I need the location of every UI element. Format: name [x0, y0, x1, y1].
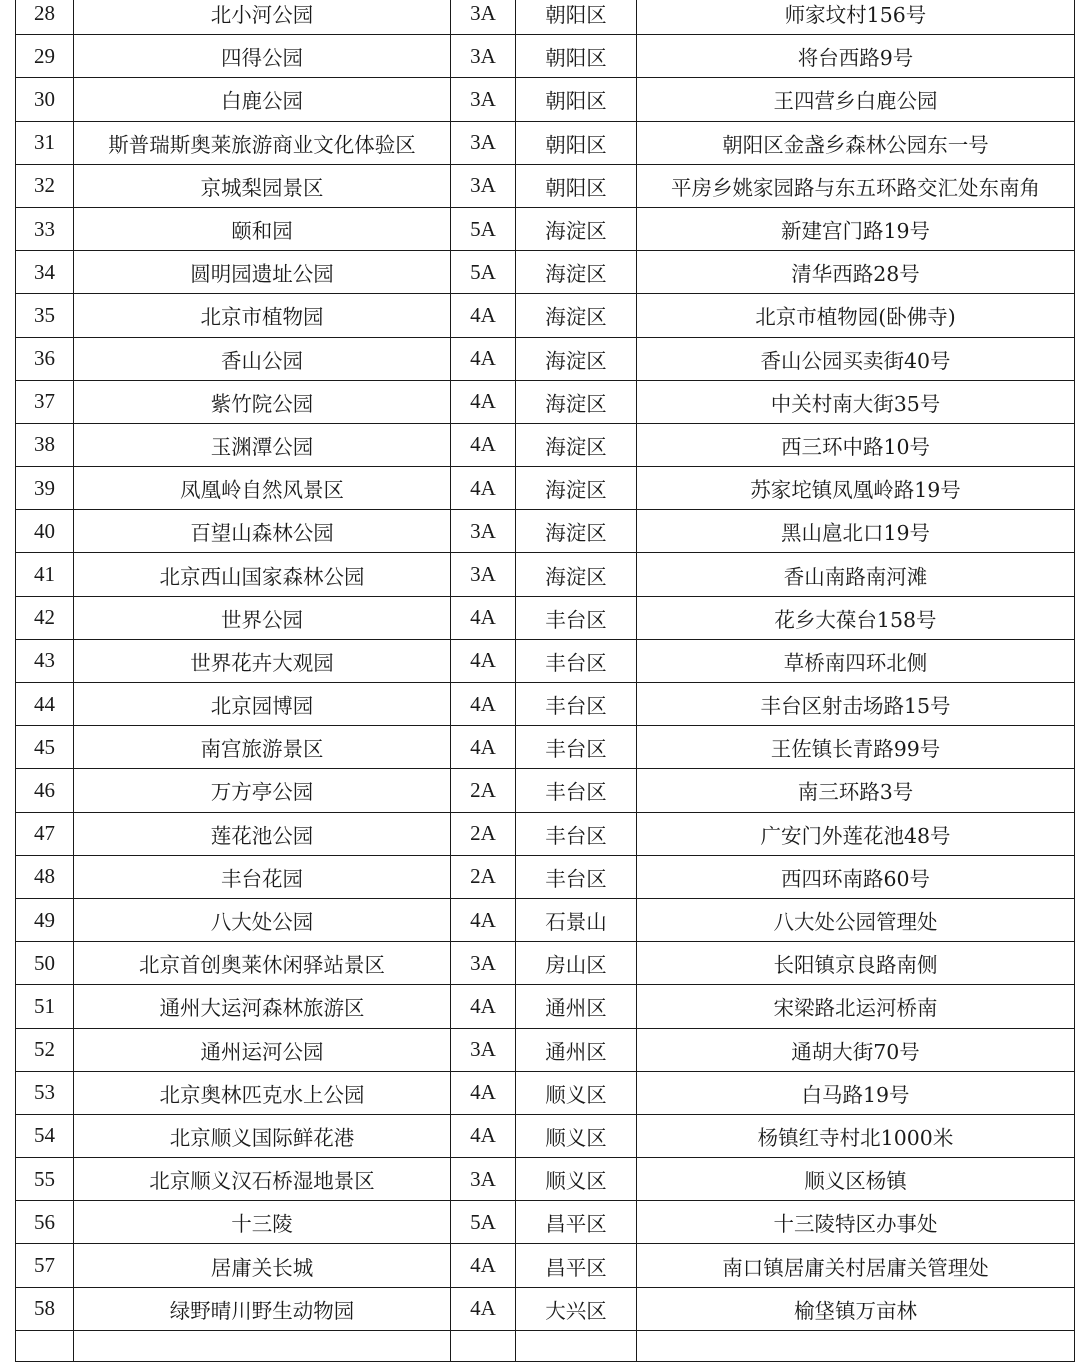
address-cell: 师家坟村156号 — [637, 0, 1075, 35]
table-row — [16, 78, 1075, 121]
table-row — [16, 855, 1075, 898]
district-cell: 丰台区 — [516, 683, 637, 726]
row-number-cell: 43 — [16, 639, 74, 682]
district-cell: 昌平区 — [516, 1201, 637, 1244]
district-cell: 通州区 — [516, 985, 637, 1028]
empty-cell — [451, 1330, 516, 1361]
table-row — [16, 683, 1075, 726]
scenic-spot-name-cell: 百望山森林公园 — [74, 510, 451, 553]
address-cell: 王四营乡白鹿公园 — [637, 78, 1075, 121]
address-cell: 苏家坨镇凤凰岭路19号 — [637, 467, 1075, 510]
rating-level-cell: 4A — [451, 423, 516, 466]
rating-level-cell: 4A — [451, 639, 516, 682]
row-number-cell: 39 — [16, 467, 74, 510]
rating-level-cell: 4A — [451, 467, 516, 510]
scenic-spot-name-cell: 北京市植物园 — [74, 294, 451, 337]
scenic-spot-name-cell: 玉渊潭公园 — [74, 423, 451, 466]
rating-level-cell: 4A — [451, 596, 516, 639]
address-cell: 长阳镇京良路南侧 — [637, 942, 1075, 985]
row-number-cell: 50 — [16, 942, 74, 985]
rating-level-cell: 4A — [451, 726, 516, 769]
scenic-spot-name-cell: 北京园博园 — [74, 683, 451, 726]
row-number-cell: 33 — [16, 207, 74, 250]
rating-level-cell: 3A — [451, 553, 516, 596]
address-cell: 香山南路南河滩 — [637, 553, 1075, 596]
row-number-cell: 36 — [16, 337, 74, 380]
district-cell: 朝阳区 — [516, 35, 637, 78]
table-row — [16, 0, 1075, 35]
rating-level-cell: 2A — [451, 812, 516, 855]
row-number-cell: 46 — [16, 769, 74, 812]
address-cell: 丰台区射击场路15号 — [637, 683, 1075, 726]
scenic-spot-name-cell: 北京西山国家森林公园 — [74, 553, 451, 596]
table-row — [16, 294, 1075, 337]
row-number-cell: 52 — [16, 1028, 74, 1071]
scenic-spot-name-cell: 莲花池公园 — [74, 812, 451, 855]
table-row — [16, 1244, 1075, 1287]
row-number-cell: 28 — [16, 0, 74, 35]
scenic-spot-name-cell: 凤凰岭自然风景区 — [74, 467, 451, 510]
empty-cell — [516, 1330, 637, 1361]
district-cell: 海淀区 — [516, 294, 637, 337]
row-number-cell: 53 — [16, 1071, 74, 1114]
row-number-cell: 47 — [16, 812, 74, 855]
scenic-spot-table — [15, 0, 1075, 1362]
address-cell: 王佐镇长青路99号 — [637, 726, 1075, 769]
row-number-cell: 48 — [16, 855, 74, 898]
district-cell: 昌平区 — [516, 1244, 637, 1287]
rating-level-cell: 3A — [451, 164, 516, 207]
row-number-cell: 54 — [16, 1114, 74, 1157]
address-cell: 清华西路28号 — [637, 251, 1075, 294]
address-cell: 黑山扈北口19号 — [637, 510, 1075, 553]
district-cell: 丰台区 — [516, 726, 637, 769]
scenic-spot-name-cell: 紫竹院公园 — [74, 380, 451, 423]
rating-level-cell: 4A — [451, 380, 516, 423]
rating-level-cell: 3A — [451, 78, 516, 121]
district-cell: 石景山 — [516, 898, 637, 941]
row-number-cell: 31 — [16, 121, 74, 164]
address-cell: 广安门外莲花池48号 — [637, 812, 1075, 855]
scenic-spot-name-cell: 南宫旅游景区 — [74, 726, 451, 769]
rating-level-cell: 4A — [451, 1114, 516, 1157]
row-number-cell: 45 — [16, 726, 74, 769]
rating-level-cell: 2A — [451, 855, 516, 898]
scenic-spot-name-cell: 颐和园 — [74, 207, 451, 250]
row-number-cell: 29 — [16, 35, 74, 78]
rating-level-cell: 3A — [451, 121, 516, 164]
table-body — [16, 0, 1075, 1361]
rating-level-cell: 5A — [451, 251, 516, 294]
district-cell: 顺义区 — [516, 1071, 637, 1114]
address-cell: 通胡大街70号 — [637, 1028, 1075, 1071]
row-number-cell: 58 — [16, 1287, 74, 1330]
row-number-cell: 37 — [16, 380, 74, 423]
scenic-spot-name-cell: 通州运河公园 — [74, 1028, 451, 1071]
district-cell: 朝阳区 — [516, 0, 637, 35]
rating-level-cell: 3A — [451, 0, 516, 35]
district-cell: 丰台区 — [516, 812, 637, 855]
district-cell: 海淀区 — [516, 553, 637, 596]
district-cell: 丰台区 — [516, 769, 637, 812]
table-row — [16, 121, 1075, 164]
address-cell: 宋梁路北运河桥南 — [637, 985, 1075, 1028]
row-number-cell: 38 — [16, 423, 74, 466]
scenic-spot-name-cell: 香山公园 — [74, 337, 451, 380]
address-cell: 白马路19号 — [637, 1071, 1075, 1114]
row-number-cell: 34 — [16, 251, 74, 294]
table-row — [16, 985, 1075, 1028]
scenic-spot-name-cell: 圆明园遗址公园 — [74, 251, 451, 294]
row-number-cell: 42 — [16, 596, 74, 639]
table-row — [16, 164, 1075, 207]
table-row — [16, 639, 1075, 682]
address-cell: 草桥南四环北侧 — [637, 639, 1075, 682]
scenic-spot-name-cell: 京城梨园景区 — [74, 164, 451, 207]
rating-level-cell: 4A — [451, 1287, 516, 1330]
rating-level-cell: 2A — [451, 769, 516, 812]
table-row — [16, 898, 1075, 941]
scenic-spot-name-cell: 北京奥林匹克水上公园 — [74, 1071, 451, 1114]
rating-level-cell: 4A — [451, 1071, 516, 1114]
table-row — [16, 1201, 1075, 1244]
table-row — [16, 596, 1075, 639]
scenic-spot-name-cell: 斯普瑞斯奥莱旅游商业文化体验区 — [74, 121, 451, 164]
rating-level-cell: 4A — [451, 898, 516, 941]
district-cell: 朝阳区 — [516, 121, 637, 164]
table-row — [16, 1287, 1075, 1330]
address-cell: 杨镇红寺村北1000米 — [637, 1114, 1075, 1157]
row-number-cell: 32 — [16, 164, 74, 207]
row-number-cell: 41 — [16, 553, 74, 596]
district-cell: 海淀区 — [516, 380, 637, 423]
table-row — [16, 207, 1075, 250]
scenic-spot-name-cell: 通州大运河森林旅游区 — [74, 985, 451, 1028]
district-cell: 丰台区 — [516, 596, 637, 639]
table-row — [16, 251, 1075, 294]
row-number-cell: 30 — [16, 78, 74, 121]
address-cell: 八大处公园管理处 — [637, 898, 1075, 941]
address-cell: 将台西路9号 — [637, 35, 1075, 78]
rating-level-cell: 4A — [451, 294, 516, 337]
district-cell: 丰台区 — [516, 855, 637, 898]
rating-level-cell: 4A — [451, 337, 516, 380]
district-cell: 海淀区 — [516, 207, 637, 250]
district-cell: 朝阳区 — [516, 164, 637, 207]
district-cell: 海淀区 — [516, 510, 637, 553]
district-cell: 丰台区 — [516, 639, 637, 682]
table-row — [16, 380, 1075, 423]
scenic-spot-name-cell: 白鹿公园 — [74, 78, 451, 121]
address-cell: 北京市植物园(卧佛寺) — [637, 294, 1075, 337]
table-row — [16, 942, 1075, 985]
district-cell: 房山区 — [516, 942, 637, 985]
rating-level-cell: 4A — [451, 985, 516, 1028]
scenic-spot-name-cell: 四得公园 — [74, 35, 451, 78]
scenic-spot-name-cell: 北京首创奥莱休闲驿站景区 — [74, 942, 451, 985]
rating-level-cell: 3A — [451, 510, 516, 553]
address-cell: 香山公园买卖街40号 — [637, 337, 1075, 380]
address-cell: 平房乡姚家园路与东五环路交汇处东南角 — [637, 164, 1075, 207]
district-cell: 海淀区 — [516, 251, 637, 294]
rating-level-cell: 4A — [451, 1244, 516, 1287]
district-cell: 大兴区 — [516, 1287, 637, 1330]
scenic-spot-name-cell: 北小河公园 — [74, 0, 451, 35]
address-cell: 中关村南大街35号 — [637, 380, 1075, 423]
rating-level-cell: 5A — [451, 1201, 516, 1244]
rating-level-cell: 3A — [451, 1158, 516, 1201]
scenic-spot-name-cell: 十三陵 — [74, 1201, 451, 1244]
district-cell: 海淀区 — [516, 467, 637, 510]
scenic-spot-name-cell: 北京顺义汉石桥湿地景区 — [74, 1158, 451, 1201]
row-number-cell: 40 — [16, 510, 74, 553]
district-cell: 通州区 — [516, 1028, 637, 1071]
district-cell: 海淀区 — [516, 423, 637, 466]
district-cell: 顺义区 — [516, 1114, 637, 1157]
table-row — [16, 467, 1075, 510]
row-number-cell: 44 — [16, 683, 74, 726]
row-number-cell: 55 — [16, 1158, 74, 1201]
district-cell: 海淀区 — [516, 337, 637, 380]
row-number-cell: 51 — [16, 985, 74, 1028]
table-row — [16, 726, 1075, 769]
scenic-spot-name-cell: 绿野晴川野生动物园 — [74, 1287, 451, 1330]
table-row — [16, 1028, 1075, 1071]
table-row — [16, 510, 1075, 553]
empty-cell — [16, 1330, 74, 1361]
address-cell: 南口镇居庸关村居庸关管理处 — [637, 1244, 1075, 1287]
district-cell: 顺义区 — [516, 1158, 637, 1201]
address-cell: 花乡大葆台158号 — [637, 596, 1075, 639]
rating-level-cell: 3A — [451, 35, 516, 78]
scenic-spot-name-cell: 居庸关长城 — [74, 1244, 451, 1287]
table-row — [16, 553, 1075, 596]
row-number-cell: 35 — [16, 294, 74, 337]
table-row — [16, 1158, 1075, 1201]
address-cell: 西三环中路10号 — [637, 423, 1075, 466]
table-row — [16, 769, 1075, 812]
table-row — [16, 812, 1075, 855]
empty-cell — [74, 1330, 451, 1361]
table-row — [16, 1071, 1075, 1114]
table-row — [16, 35, 1075, 78]
table-row — [16, 423, 1075, 466]
address-cell: 西四环南路60号 — [637, 855, 1075, 898]
table-row — [16, 337, 1075, 380]
district-cell: 朝阳区 — [516, 78, 637, 121]
empty-cell — [637, 1330, 1075, 1361]
table-row-partial — [16, 1330, 1075, 1361]
scenic-spot-name-cell: 万方亭公园 — [74, 769, 451, 812]
address-cell: 南三环路3号 — [637, 769, 1075, 812]
row-number-cell: 57 — [16, 1244, 74, 1287]
rating-level-cell: 4A — [451, 683, 516, 726]
rating-level-cell: 5A — [451, 207, 516, 250]
table-row — [16, 1114, 1075, 1157]
scenic-spot-name-cell: 世界公园 — [74, 596, 451, 639]
scenic-spot-name-cell: 丰台花园 — [74, 855, 451, 898]
address-cell: 朝阳区金盏乡森林公园东一号 — [637, 121, 1075, 164]
scenic-spot-name-cell: 世界花卉大观园 — [74, 639, 451, 682]
scenic-spot-name-cell: 北京顺义国际鲜花港 — [74, 1114, 451, 1157]
scenic-spot-name-cell: 八大处公园 — [74, 898, 451, 941]
address-cell: 榆垡镇万亩林 — [637, 1287, 1075, 1330]
address-cell: 新建宫门路19号 — [637, 207, 1075, 250]
rating-level-cell: 3A — [451, 1028, 516, 1071]
rating-level-cell: 3A — [451, 942, 516, 985]
row-number-cell: 49 — [16, 898, 74, 941]
row-number-cell: 56 — [16, 1201, 74, 1244]
address-cell: 顺义区杨镇 — [637, 1158, 1075, 1201]
address-cell: 十三陵特区办事处 — [637, 1201, 1075, 1244]
